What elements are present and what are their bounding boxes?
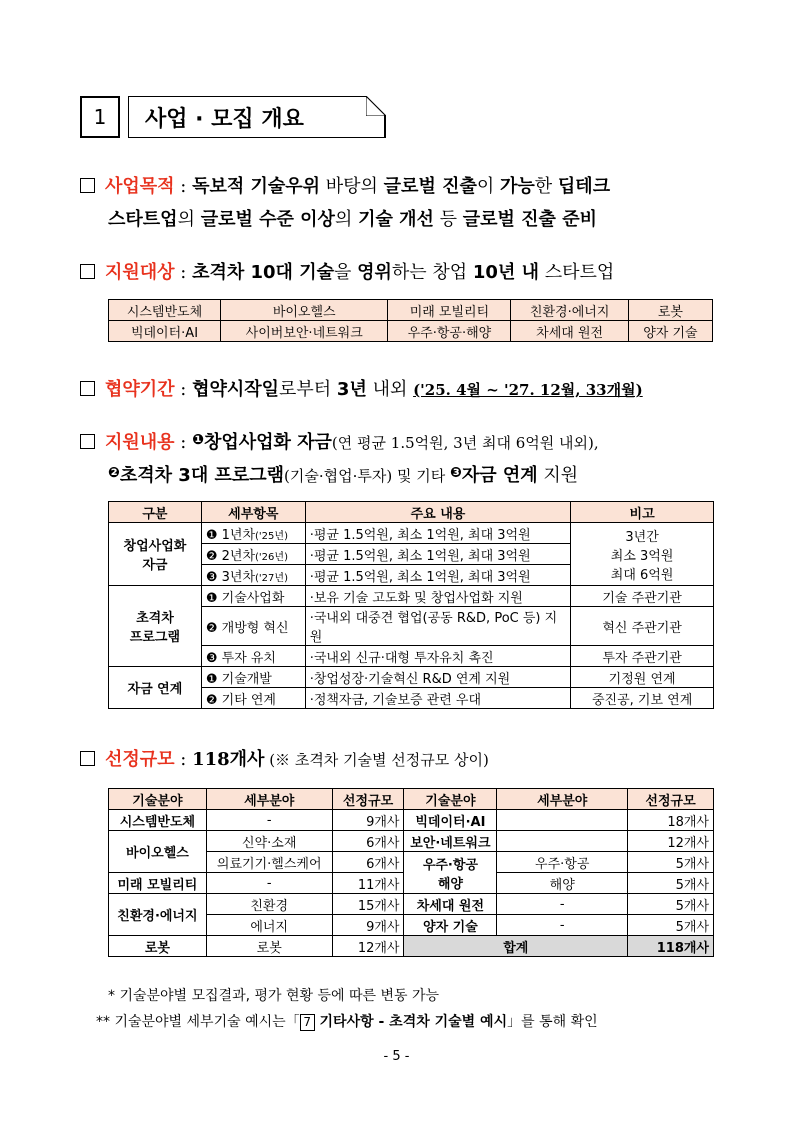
note-cell: 기정원 연계	[571, 667, 714, 688]
purpose-run: 글로벌 진출 준비	[462, 209, 597, 230]
table-header: 세부분야	[206, 789, 332, 810]
item-label: ❸ 3년차	[205, 569, 256, 585]
field-cell: 우주·항공 해양	[404, 852, 497, 894]
count-cell: 15개사	[332, 894, 404, 915]
footnote-1: * 기술분야별 모집결과, 평가 현황 등에 따른 변동 가능	[108, 988, 440, 1004]
field-cell: 바이오헬스	[109, 831, 207, 873]
checkbox-icon	[80, 264, 95, 279]
subfield-cell: -	[206, 873, 332, 894]
content-cell: ·국내외 대중견 협업(공동 R&D, PoC 등) 지원	[305, 607, 571, 646]
purpose-run: 의	[334, 209, 359, 230]
field-cell: 빅데이터·AI	[404, 810, 497, 831]
table-row	[109, 586, 714, 607]
count-cell: 9개사	[332, 810, 404, 831]
table-row	[109, 936, 714, 957]
purpose-run: 글로벌 진출	[383, 176, 477, 197]
item-label: ❷ 개방형 혁신	[205, 620, 289, 636]
category-cell: 초격차 프로그램	[109, 586, 202, 667]
item-cell	[201, 646, 305, 667]
subfield-cell: 해양	[497, 873, 628, 894]
table-header: 비고	[571, 502, 714, 523]
subfield-cell: 신약·소재	[206, 831, 332, 852]
purpose-run: 바탕의	[320, 176, 384, 197]
count-cell: 6개사	[332, 831, 404, 852]
tech-grid-cell: 우주·항공·해양	[388, 321, 511, 342]
tech-grid-cell: 미래 모빌리티	[388, 300, 511, 321]
table-header: 구분	[109, 502, 202, 523]
content-cell: ·국내외 신규·대형 투자유치 촉진	[305, 646, 571, 667]
table-header: 주요 내용	[305, 502, 571, 523]
purpose-line-1: 사업목적 : 독보적 기술우위 바탕의 글로벌 진출이 가능한 딥테크	[80, 172, 610, 198]
target-text	[192, 262, 614, 283]
support-table	[108, 501, 714, 709]
note-cell: 3년간 최소 3억원 최대 6억원	[571, 523, 714, 586]
table-row	[109, 831, 714, 852]
subfield-cell: -	[497, 915, 628, 936]
field-cell: 미래 모빌리티	[109, 873, 207, 894]
count-cell: 11개사	[332, 873, 404, 894]
tech-grid-cell: 차세대 원전	[511, 321, 628, 342]
count-cell: 5개사	[628, 915, 714, 936]
total-label: 합계	[404, 936, 628, 957]
field-cell: 양자 기술	[404, 915, 497, 936]
subfield-cell: -	[497, 894, 628, 915]
selection-count: 118개사	[192, 749, 265, 770]
tech-grid-cell: 시스템반도체	[109, 300, 221, 321]
item-year: ('25년)	[255, 530, 288, 542]
purpose-run: 등	[433, 209, 463, 230]
count-cell: 5개사	[628, 894, 714, 915]
item-cell	[201, 523, 305, 544]
checkbox-icon	[80, 178, 95, 193]
purpose-run: 글로벌 수준 이상	[200, 209, 335, 230]
content-cell: ·창업성장·기술혁신 R&D 연계 지원	[305, 667, 571, 688]
table-row	[109, 810, 714, 831]
tech-grid-row	[109, 321, 713, 342]
count-cell: 6개사	[332, 852, 404, 873]
tech-grid-cell: 로봇	[628, 300, 712, 321]
purpose-run: 이	[476, 176, 501, 197]
purpose-text-1	[192, 176, 610, 197]
target-run: 초격차 10대 기술	[192, 262, 334, 283]
period-label: 협약기간	[105, 379, 175, 400]
count-cell: 12개사	[332, 936, 404, 957]
count-cell: 18개사	[628, 810, 714, 831]
support-label: 지원내용	[105, 432, 175, 453]
count-cell: 5개사	[628, 852, 714, 873]
count-cell: 5개사	[628, 873, 714, 894]
target-run: 스타트업	[539, 262, 615, 283]
tech-grid-cell: 바이오헬스	[220, 300, 387, 321]
target-run: 하는 창업	[391, 262, 473, 283]
table-header: 선정규모	[628, 789, 714, 810]
item-cell	[201, 586, 305, 607]
item-year: ('26년)	[255, 551, 288, 563]
purpose-run: 딥테크	[557, 176, 611, 197]
item-label: ❶ 1년차	[205, 527, 256, 543]
tech-grid-row	[109, 300, 713, 321]
table-header: 세부항목	[201, 502, 305, 523]
table-row	[109, 667, 714, 688]
checkbox-icon	[80, 751, 95, 766]
item-cell	[201, 607, 305, 646]
item-year: ('27년)	[255, 572, 288, 584]
subfield-cell: 친환경	[206, 894, 332, 915]
item-label: ❸ 투자 유치	[205, 650, 276, 666]
boxed-number: 7	[300, 1014, 315, 1031]
subfield-cell: -	[206, 810, 332, 831]
item-cell	[201, 565, 305, 586]
subfield-cell: 에너지	[206, 915, 332, 936]
tech-grid-cell: 친환경·에너지	[511, 300, 628, 321]
content-cell: ·평균 1.5억원, 최소 1억원, 최대 3억원	[305, 544, 571, 565]
corner-fold-icon	[366, 96, 386, 116]
item-label: ❶ 기술개발	[205, 671, 272, 687]
target-label: 지원대상	[105, 262, 175, 283]
purpose-run: 가능	[500, 176, 535, 197]
support-line-2: $^❷$초격차 3대 프로그램(기술·협업·투자) 및 기타 $^❸$자금 연계 지원	[108, 465, 579, 486]
item-cell	[201, 667, 305, 688]
category-cell: 창업사업화 자금	[109, 523, 202, 586]
selection-table	[108, 788, 714, 957]
purpose-run: 한	[534, 176, 558, 197]
table-row	[109, 523, 714, 544]
item-cell	[201, 544, 305, 565]
note-cell: 혁신 주관기관	[571, 607, 714, 646]
table-header: 선정규모	[332, 789, 404, 810]
note-cell: 중진공, 기보 연계	[571, 688, 714, 709]
tech-grid-cell: 빅데이터·AI	[109, 321, 221, 342]
purpose-text-2	[108, 209, 597, 230]
table-header: 세부분야	[497, 789, 628, 810]
selection-label: 선정규모	[105, 749, 175, 770]
footnote-2: ** 기술분야별 세부기술 예시는「 7 기타사항 - 초격차 기술별 예시」를 통해 확인	[96, 1014, 598, 1030]
target-run: 을	[334, 262, 358, 283]
subfield-cell	[497, 831, 628, 852]
purpose-run: 스타트업	[108, 209, 178, 230]
tech-grid-cell: 양자 기술	[628, 321, 712, 342]
table-row	[109, 894, 714, 915]
target-run: 10년 내	[472, 262, 539, 283]
subfield-cell: 우주·항공	[497, 852, 628, 873]
field-cell: 로봇	[109, 936, 207, 957]
purpose-label: 사업목적	[105, 176, 175, 197]
content-cell: ·평균 1.5억원, 최소 1억원, 최대 3억원	[305, 523, 571, 544]
selection-line: 선정규모 : 118개사 (※ 초격차 기술별 선정규모 상이)	[80, 745, 489, 771]
tech-grid-cell: 사이버보안·네트워크	[220, 321, 387, 342]
count-cell: 9개사	[332, 915, 404, 936]
count-cell: 12개사	[628, 831, 714, 852]
item-label: ❷ 2년차	[205, 548, 256, 564]
checkbox-icon	[80, 381, 95, 396]
purpose-line-2	[108, 205, 597, 231]
total-value: 118개사	[628, 936, 714, 957]
category-cell: 자금 연계	[109, 667, 202, 709]
period-line: 협약기간 : 협약시작일로부터 3년 내외 ('25. 4월 ~ '27. 12월, 33개월)	[80, 375, 643, 401]
content-cell: ·정책자금, 기술보증 관련 우대	[305, 688, 571, 709]
section-title: 사업 · 모집 개요	[128, 96, 386, 138]
subfield-cell: 의료기기·헬스케어	[206, 852, 332, 873]
field-cell: 시스템반도체	[109, 810, 207, 831]
subfield-cell: 로봇	[206, 936, 332, 957]
field-cell: 보안·네트워크	[404, 831, 497, 852]
target-line: 지원대상 : 초격차 10대 기술을 영위하는 창업 10년 내 스타트업	[80, 258, 614, 284]
item-label: ❶ 기술사업화	[205, 590, 285, 606]
table-header: 기술분야	[109, 789, 207, 810]
item-label: ❷ 기타 연계	[205, 692, 276, 708]
field-cell: 친환경·에너지	[109, 894, 207, 936]
content-cell: ·평균 1.5억원, 최소 1억원, 최대 3억원	[305, 565, 571, 586]
subfield-cell	[497, 810, 628, 831]
note-cell: 투자 주관기관	[571, 646, 714, 667]
period-detail: ('25. 4월 ~ '27. 12월, 33개월)	[413, 381, 643, 399]
tech-grid-table	[108, 299, 713, 342]
content-cell: ·보유 기술 고도화 및 창업사업화 지원	[305, 586, 571, 607]
purpose-run: 독보적 기술우위	[192, 176, 321, 197]
checkbox-icon	[80, 434, 95, 449]
table-header: 기술분야	[404, 789, 497, 810]
item-cell	[201, 688, 305, 709]
page-number: - 5 -	[383, 1049, 410, 1064]
purpose-run: 기술 개선	[358, 209, 434, 230]
target-run: 영위	[357, 262, 392, 283]
note-cell: 기술 주관기관	[571, 586, 714, 607]
purpose-run: 의	[177, 209, 201, 230]
field-cell: 차세대 원전	[404, 894, 497, 915]
section-number: 1	[80, 96, 120, 138]
support-line-1: 지원내용 : $^❶$창업사업화 자금(연 평균 1.5억원, 3년 최대 6억원 내외),	[80, 428, 599, 454]
